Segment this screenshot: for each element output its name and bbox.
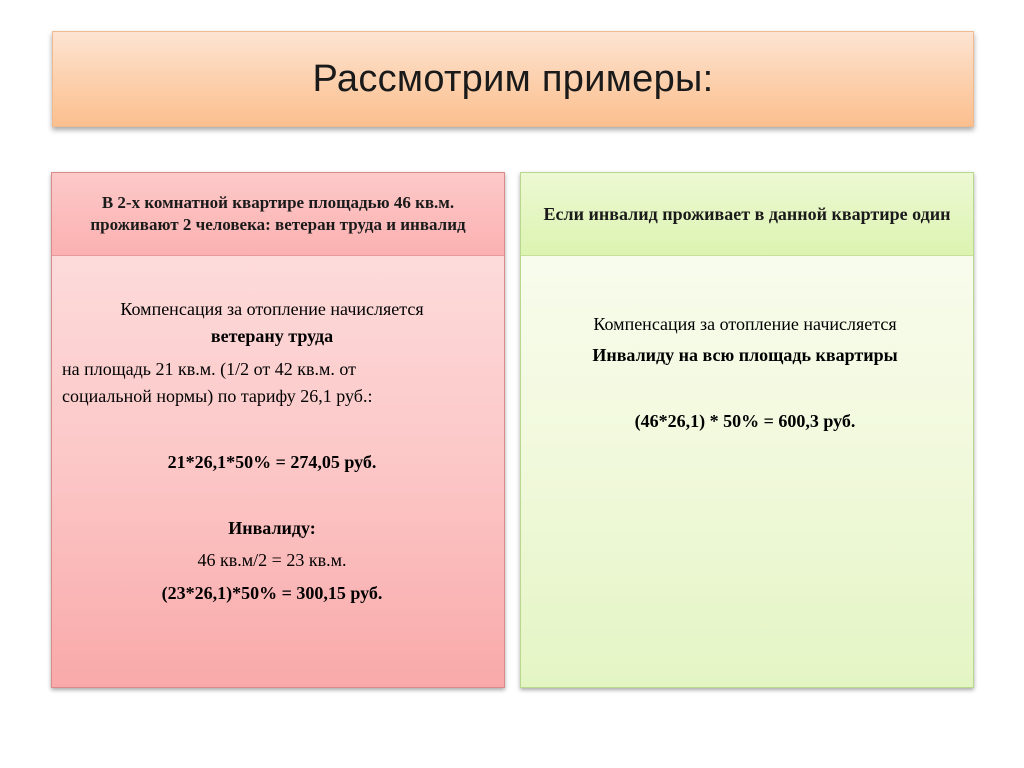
left-panel-header: В 2-х комнатной квартире площадью 46 кв.м. проживают 2 человека: ветеран труда и инвалид xyxy=(52,173,504,256)
left-panel xyxy=(51,172,505,688)
right-formula: (46*26,1) * 50% = 600,3 руб. xyxy=(634,411,856,431)
slide-title-box xyxy=(52,31,974,127)
left-area-text-1: на площадь 21 кв.м. (1/2 от 42 кв.м. от xyxy=(62,359,356,379)
left-formula-veteran: 21*26,1*50% = 274,05 руб. xyxy=(167,452,377,472)
right-panel-header: Если инвалид проживает в данной квартире один xyxy=(521,173,973,256)
left-invalid-area: 46 кв.м/2 = 23 кв.м. xyxy=(197,550,347,570)
left-area-text-2: социальной нормы) по тарифу 26,1 руб.: xyxy=(62,386,373,406)
left-invalid-heading: Инвалиду: xyxy=(228,518,316,538)
left-recipient-text: ветерану труда xyxy=(210,326,334,346)
left-compensation-text: Компенсация за отопление начисляется xyxy=(120,299,424,319)
left-formula-invalid: (23*26,1)*50% = 300,15 руб. xyxy=(161,583,383,603)
right-compensation-text: Компенсация за отопление начисляется xyxy=(593,314,897,334)
right-recipient-text: Инвалиду на всю площадь квартиры xyxy=(592,345,898,365)
slide-title: Рассмотрим примеры: xyxy=(312,57,714,100)
